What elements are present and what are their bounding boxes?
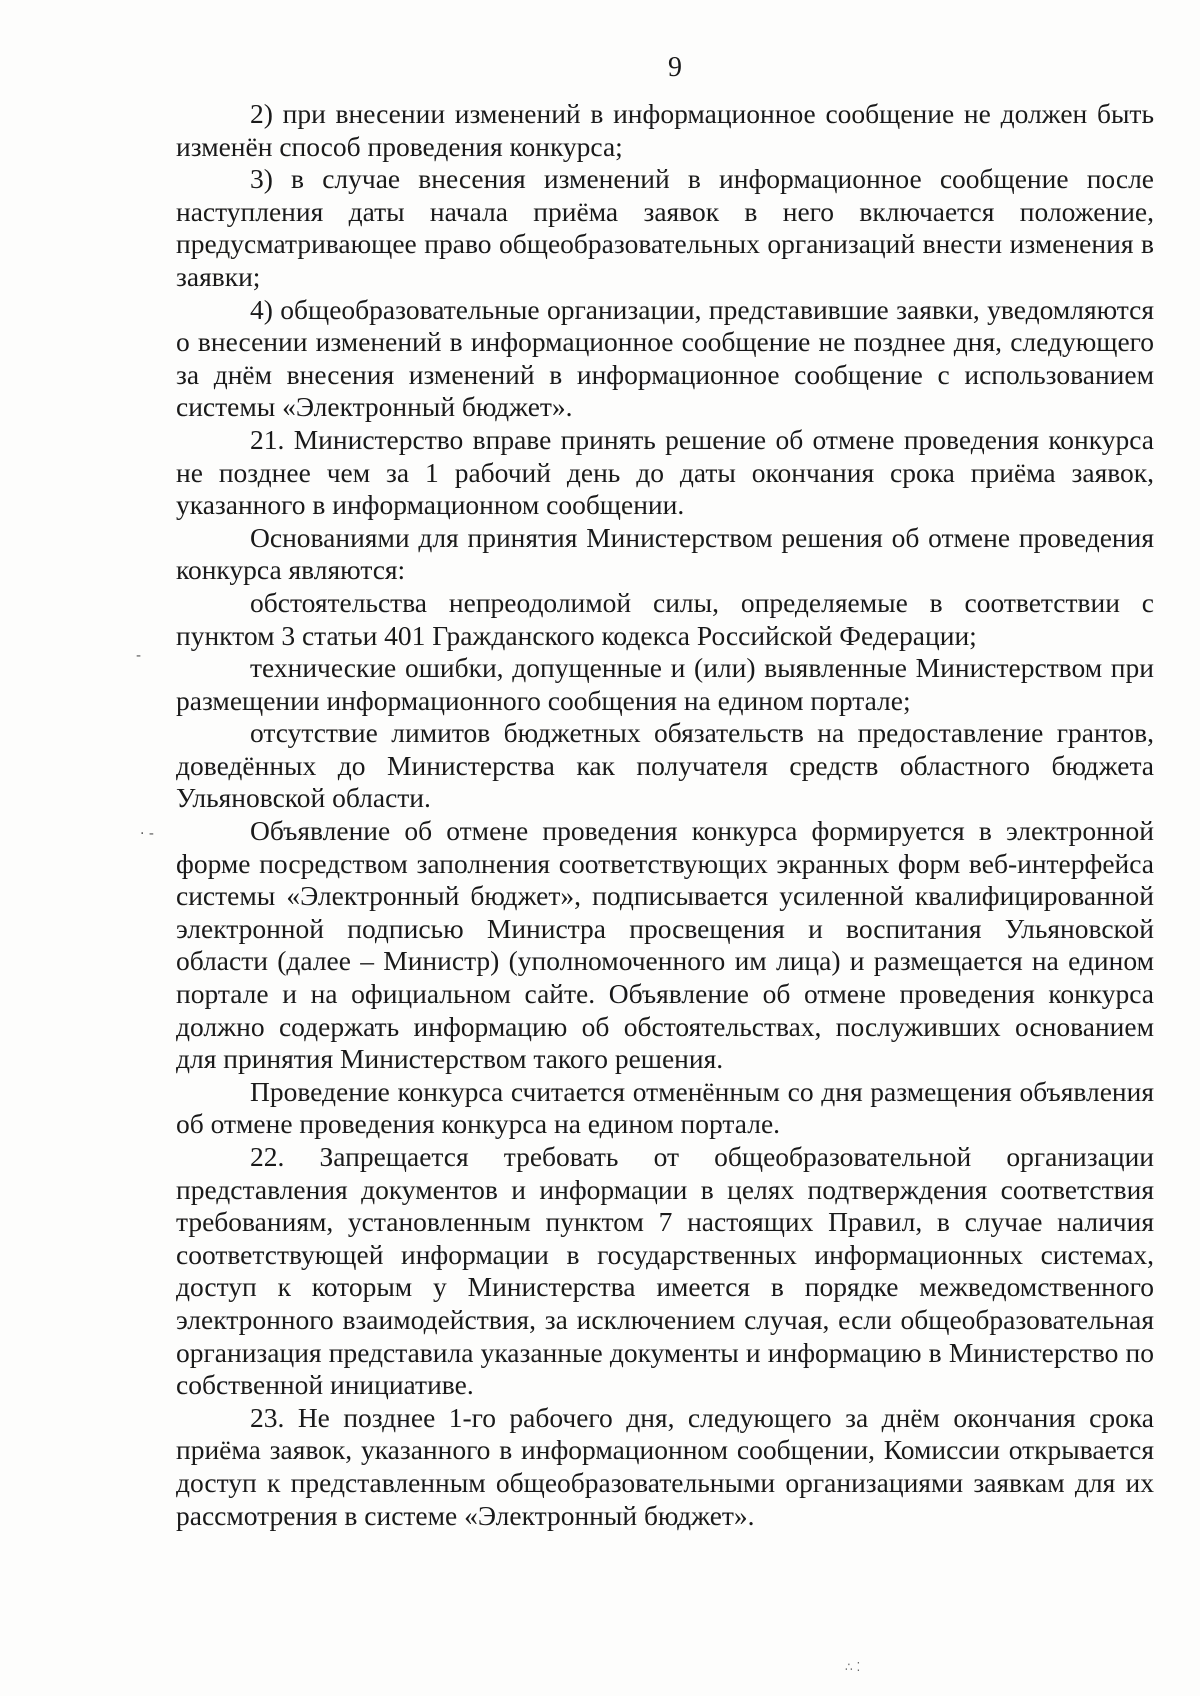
paragraph-item-21: 21. Министерство вправе принять решение об отмене проведения конкурса не позднее чем за 1 рабочий день до даты окончания срока приёма заявок, указанного в информационном сообщении. bbox=[176, 423, 1154, 521]
paragraph-ground-technical-errors: технические ошибки, допущенные и (или) выявленные Министерством при размещении информационного сообщения на едином портале; bbox=[176, 652, 1154, 716]
paragraph-item-22: 22. Запрещается требовать от общеобразовательной организации представления документов и информации в целях подтверждения соответствия требованиям, установленным пунктом 7 настоящих Правил, в случае наличия соответствующей информации в государственных информационных системах, доступ к которым у Министерства имеется в порядке межведомственного электронного взаимодействия, за исключением случая, если общеобразовательная организация представила указанные документы и информацию в Министерство по собственной инициативе. bbox=[176, 1141, 1154, 1401]
document-body bbox=[176, 98, 1154, 1532]
paragraph-clause-2: 2) при внесении изменений в информационное сообщение не должен быть изменён способ проведения конкурса; bbox=[176, 98, 1154, 162]
paragraph-ground-no-limits: отсутствие лимитов бюджетных обязательств на предоставление грантов, доведённых до Министерства как получателя средств областного бюджета Ульяновской области. bbox=[176, 717, 1154, 814]
page-number: 9 bbox=[668, 52, 682, 83]
paragraph-grounds-intro: Основаниями для принятия Министерством решения об отмене проведения конкурса являются: bbox=[176, 521, 1154, 586]
paragraph-clause-4: 4) общеобразовательные организации, представившие заявки, уведомляются о внесении изменений в информационное сообщение не позднее дня, следующего за днём внесения изменений в информационное сообщение с использованием системы «Электронный бюджет». bbox=[176, 293, 1154, 423]
scan-margin-mark: · - bbox=[140, 826, 154, 842]
scan-specks: ∴ ⁚ bbox=[845, 1660, 861, 1674]
paragraph-ground-force-majeure: обстоятельства непреодолимой силы, определяемые в соответствии с пунктом 3 статьи 401 Гражданского кодекса Российской Федерации; bbox=[176, 586, 1154, 651]
paragraph-cancellation-notice: Объявление об отмене проведения конкурса формируется в электронной форме посредством заполнения соответствующих экранных форм веб-интерфейса системы «Электронный бюджет», подписывается усиленной квалифицированной электронной подписью Министра просвещения и воспитания Ульяновской области (далее – Министр) (уполномоченного им лица) и размещается на едином портале и на официальном сайте. Объявление об отмене проведения конкурса должно содержать информацию об обстоятельствах, послуживших основанием для принятия Министерством такого решения. bbox=[176, 815, 1154, 1075]
paragraph-item-23: 23. Не позднее 1-го рабочего дня, следующего за днём окончания срока приёма заявок, указанного в информационном сообщении, Комиссии открывается доступ к представленным общеобразовательными организациями заявкам для их рассмотрения в системе «Электронный бюджет». bbox=[176, 1401, 1154, 1531]
paragraph-clause-3: 3) в случае внесения изменений в информационное сообщение после наступления даты начала приёма заявок в него включается положение, предусматривающее право общеобразовательных организаций внести изменения в заявки; bbox=[176, 163, 1154, 292]
paragraph-cancellation-effective: Проведение конкурса считается отменённым со дня размещения объявления об отмене проведения конкурса на едином портале. bbox=[176, 1075, 1154, 1140]
scan-margin-mark: - bbox=[136, 648, 142, 664]
